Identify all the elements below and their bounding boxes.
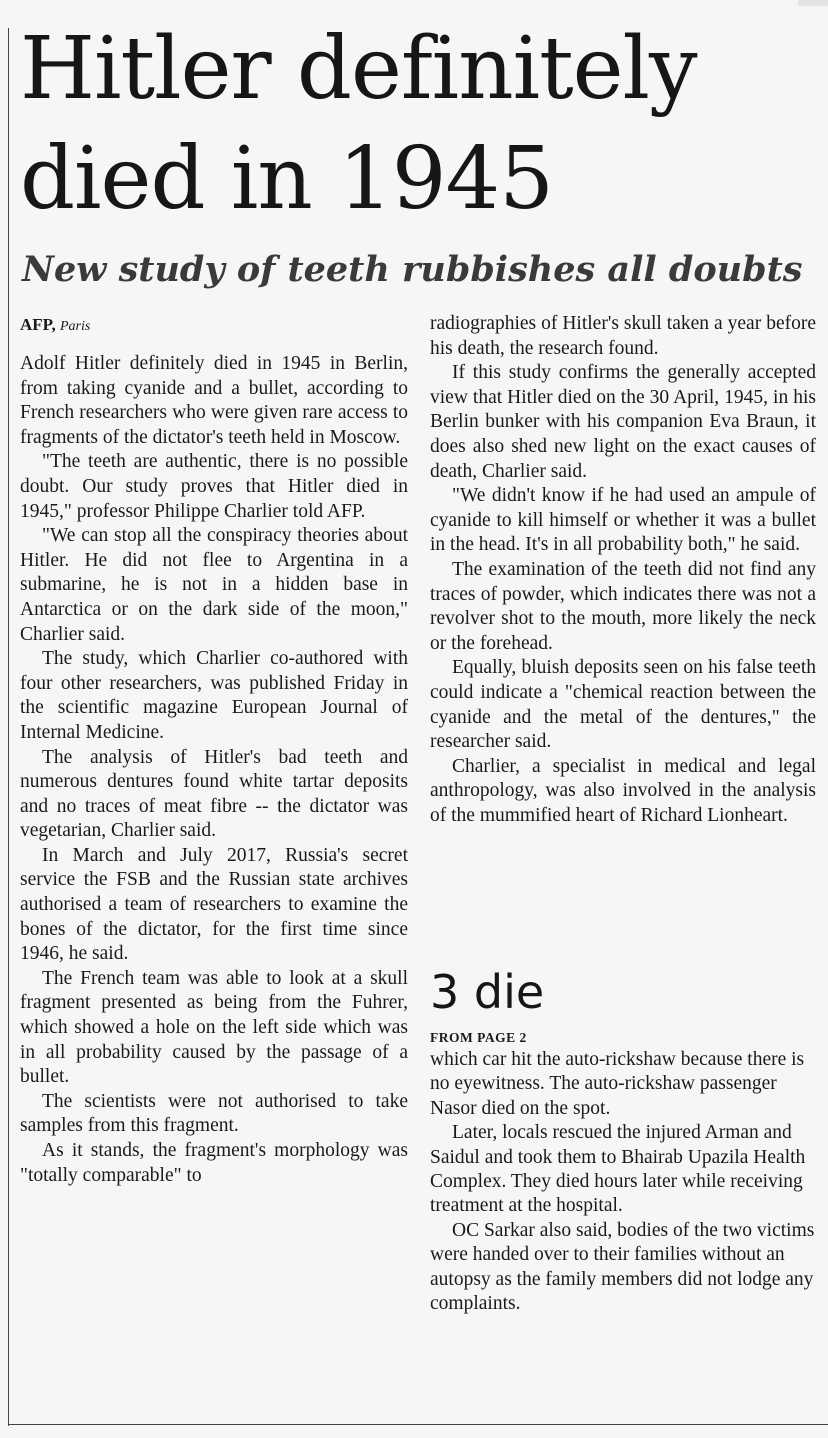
column-rule-left bbox=[8, 28, 9, 1426]
article-paragraph: Equally, bluish deposits seen on his false teeth could indicate a "chemical reaction between the cyanide and the metal of the dentures," the researcher said. bbox=[430, 657, 816, 753]
bottom-rule bbox=[8, 1424, 828, 1425]
article-paragraph: The study, which Charlier co-authored with four other researchers, was published Friday in the scientific magazine European Journal of Internal Medicine. bbox=[20, 648, 408, 743]
article-paragraph: In March and July 2017, Russia's secret service the FSB and the Russian state archives authorised a team of researchers to examine the bones of the dictator, for the first time since 1946, he said. bbox=[20, 844, 408, 965]
article-paragraph: "The teeth are authentic, there is no possible doubt. Our study proves that Hitler died in 1945," professor Philippe Charlier told AFP. bbox=[20, 451, 408, 522]
story2-column bbox=[430, 1048, 816, 1316]
story2-paragraph: OC Sarkar also said, bodies of the two victims were handed over to their families without an autopsy as the family members did not lodge any complaints. bbox=[430, 1219, 815, 1315]
article-column-right bbox=[430, 312, 816, 828]
article-paragraph: The French team was able to look at a skull fragment presented as being from the Fuhrer, which showed a hole on the left side which was in all probability caused by the passage of a bullet. bbox=[20, 967, 408, 1088]
byline-agency: AFP, bbox=[20, 315, 56, 334]
headline: Hitler definitely died in 1945 bbox=[20, 19, 697, 229]
article-paragraph: "We didn't know if he had used an ampule of cyanide to kill himself or whether it was a bullet in the head. It's in all probability both," he said. bbox=[430, 485, 816, 556]
byline-city: Paris bbox=[60, 319, 91, 334]
story2-jump-line: FROM PAGE 2 bbox=[430, 1030, 527, 1045]
byline bbox=[20, 314, 90, 338]
story2-paragraph: which car hit the auto-rickshaw because there is no eyewitness. The auto-rickshaw passenger Nasor died on the spot. bbox=[430, 1049, 805, 1119]
article-paragraph: Adolf Hitler definitely died in 1945 in Berlin, from taking cyanide and a bullet, according to French researchers who were given rare access to fragments of the dictator's teeth held in Moscow. bbox=[20, 353, 408, 448]
article-paragraph: "We can stop all the conspiracy theories about Hitler. He did not flee to Argentina in a submarine, he is not in a hidden base in Antarctica or on the dark side of the moon," Charlier said. bbox=[20, 525, 408, 645]
article-column-left bbox=[20, 352, 408, 1188]
article-paragraph: If this study confirms the generally accepted view that Hitler died on the 30 April, 1945, in his Berlin bunker with his companion Eva Braun, it does also shed new light on the exact causes of death, Charlier said. bbox=[430, 362, 816, 482]
article-paragraph: radiographies of Hitler's skull taken a year before his death, the research found. bbox=[430, 313, 816, 359]
scan-edge-mark bbox=[798, 0, 828, 6]
article-paragraph: The examination of the teeth did not find any traces of powder, which indicates there was not a revolver shot to the mouth, more likely the neck or the forehead. bbox=[430, 558, 816, 654]
article-paragraph: Charlier, a specialist in medical and legal anthropology, was also involved in the analysis of the mummified heart of Richard Lionheart. bbox=[430, 755, 816, 826]
article-paragraph: The scientists were not authorised to take samples from this fragment. bbox=[20, 1090, 408, 1137]
article-paragraph: As it stands, the fragment's morphology was "totally comparable" to bbox=[20, 1140, 408, 1186]
subhead: New study of teeth rubbishes all doubts bbox=[22, 249, 803, 290]
story2-paragraph: Later, locals rescued the injured Arman and Saidul and took them to Bhairab Upazila Health Complex. They died hours later while receiving treatment at the hospital. bbox=[430, 1122, 806, 1217]
article-paragraph: The analysis of Hitler's bad teeth and numerous dentures found white tartar deposits and no traces of meat fibre -- the dictator was vegetarian, Charlier said. bbox=[20, 746, 408, 842]
story2-headline: 3 die bbox=[430, 965, 545, 1019]
